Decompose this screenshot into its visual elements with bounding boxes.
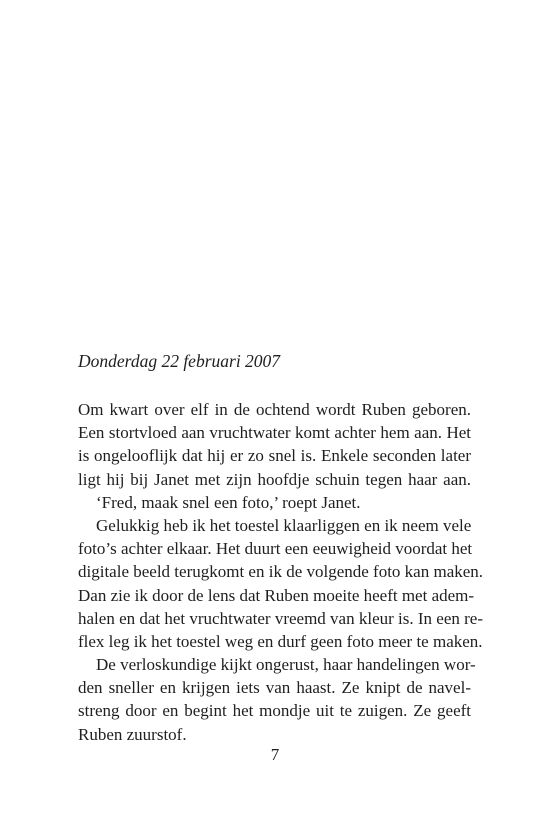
text-line: halen en dat het vruchtwater vreemd van kleur is. In een re-	[78, 608, 483, 628]
text-line: digitale beeld terugkomt en ik de volgende foto kan maken.	[78, 562, 484, 582]
body-text	[78, 398, 484, 746]
chapter-date-heading: Donderdag 22 februari 2007	[78, 351, 281, 371]
text-line: den sneller en krijgen iets van haast. Ze knipt de navel-	[78, 678, 471, 698]
text-line: streng door en begint het mondje uit te zuigen. Ze geeft	[78, 701, 471, 721]
text-line: Om kwart over elf in de ochtend wordt Ruben geboren.	[78, 400, 471, 419]
text-line: ‘Fred, maak snel een foto,’ roept Janet.	[96, 492, 361, 512]
text-line: foto’s achter elkaar. Het duurt een eeuwigheid voordat het	[78, 539, 473, 559]
text-line: ligt hij bij Janet met zijn hoofdje schuin tegen haar aan.	[78, 469, 471, 489]
text-line: Ruben zuurstof.	[78, 724, 187, 744]
text-line: is ongelooflijk dat hij er zo snel is. Enkele seconden later	[78, 446, 471, 466]
text-line: Gelukkig heb ik het toestel klaarliggen en ik neem vele	[96, 515, 472, 535]
text-line: flex leg ik het toestel weg en durf geen foto meer te maken.	[78, 631, 483, 651]
text-line: Een stortvloed aan vruchtwater komt achter hem aan. Het	[78, 423, 471, 443]
text-line: Dan zie ik door de lens dat Ruben moeite heeft met adem-	[78, 585, 475, 605]
text-line: De verloskundige kijkt ongerust, haar handelingen wor-	[96, 655, 476, 675]
page-number: 7	[270, 745, 280, 764]
